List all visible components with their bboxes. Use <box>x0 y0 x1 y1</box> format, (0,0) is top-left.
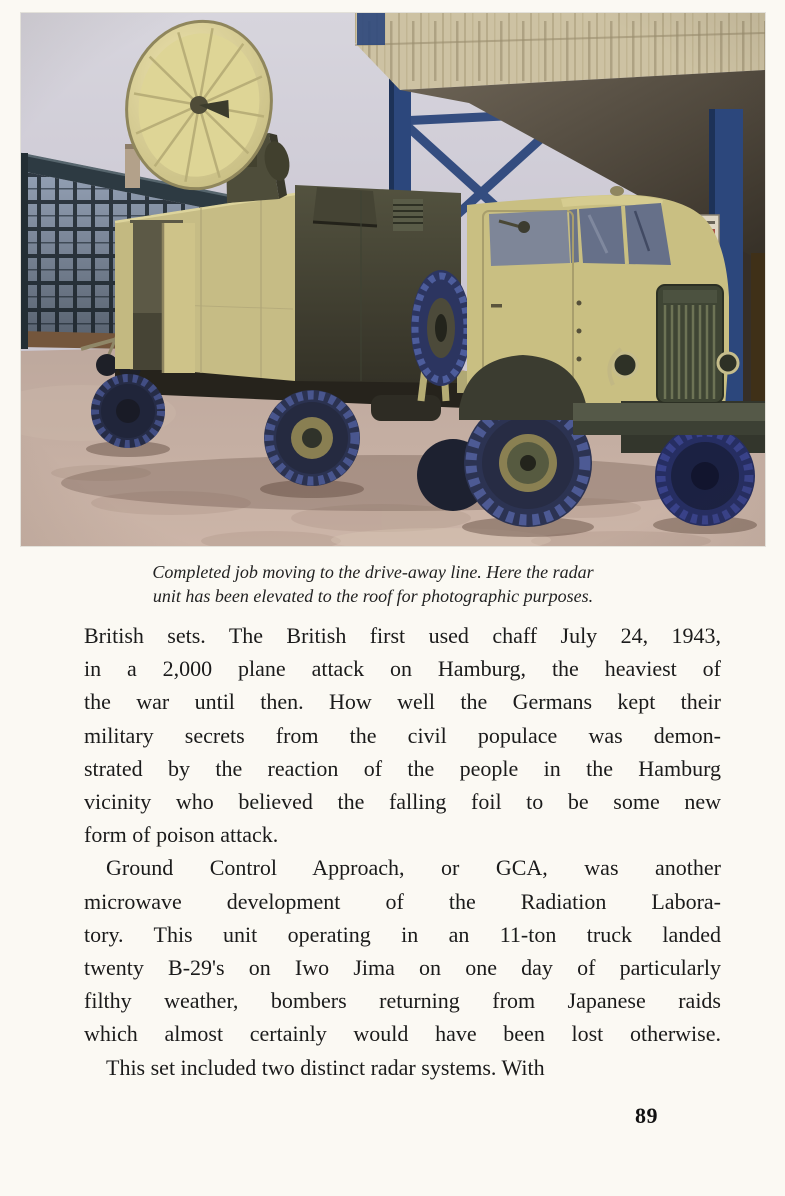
text-line: This set included two distinct radar systems. With <box>106 1054 545 1080</box>
text-line: strated by the reaction of the people in the Hamburg <box>84 755 721 781</box>
body-text <box>84 619 721 1084</box>
photo-radar-truck <box>21 13 765 546</box>
text-line: Ground Control Approach, or GCA, was another <box>106 855 721 881</box>
photo-radar-truck-figure <box>21 13 765 546</box>
text-line: the war until then. How well the Germans kept their <box>84 689 721 715</box>
text-line: microwave development of the Radiation Labora- <box>84 888 721 914</box>
figure-caption <box>21 560 725 608</box>
caption-line: Completed job moving to the drive-away line. Here the radar <box>152 562 594 582</box>
text-line: filthy weather, bombers returning from Japanese raids <box>84 988 721 1014</box>
text-line: vicinity who believed the falling foil to be some new <box>84 789 721 815</box>
caption-line: unit has been elevated to the roof for photographic purposes. <box>152 586 594 606</box>
text-line: tory. This unit operating in an 11-ton truck landed <box>84 921 721 947</box>
text-line: British sets. The British first used chaff July 24, 1943, <box>84 623 721 648</box>
text-line: form of poison attack. <box>84 822 279 848</box>
text-line: twenty B-29's on Iwo Jima on one day of particularly <box>84 955 721 981</box>
page-number: 89 <box>635 1103 658 1128</box>
text-line: which almost certainly would have been lost otherwise. <box>84 1021 721 1047</box>
text-line: in a 2,000 plane attack on Hamburg, the heaviest of <box>84 656 721 682</box>
paragraph <box>84 619 721 851</box>
paragraph <box>84 1051 721 1084</box>
paragraph <box>84 851 721 1050</box>
text-line: military secrets from the civil populace was demon- <box>84 722 721 748</box>
